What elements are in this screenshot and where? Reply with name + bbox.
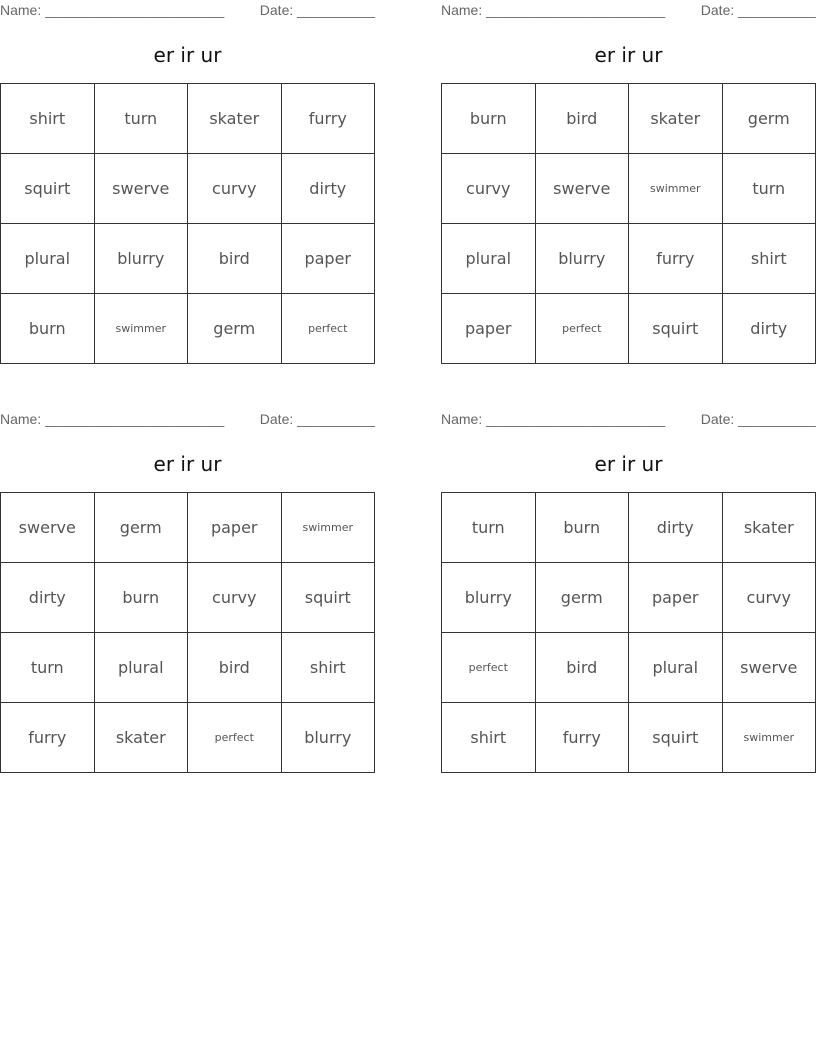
bingo-cell[interactable]: skater	[723, 493, 816, 563]
card-title: er ir ur	[153, 452, 222, 476]
bingo-cell[interactable]: squirt	[629, 294, 723, 364]
bingo-cell[interactable]: germ	[723, 84, 816, 154]
bingo-cell[interactable]: perfect	[536, 294, 630, 364]
bingo-cell[interactable]: squirt	[1, 154, 95, 224]
bingo-grid	[0, 492, 375, 773]
bingo-cell[interactable]: blurry	[442, 563, 536, 633]
name-field[interactable]: Name: _______________________	[0, 411, 225, 427]
bingo-cell[interactable]: turn	[442, 493, 536, 563]
bingo-cell[interactable]: blurry	[536, 224, 630, 294]
bingo-cell[interactable]: blurry	[95, 224, 189, 294]
bingo-grid	[0, 83, 375, 364]
bingo-cell[interactable]: dirty	[723, 294, 816, 364]
bingo-cell[interactable]: bird	[188, 633, 282, 703]
bingo-cell[interactable]: perfect	[442, 633, 536, 703]
bingo-cell[interactable]: squirt	[629, 703, 723, 773]
bingo-cell[interactable]: perfect	[188, 703, 282, 773]
bingo-cell[interactable]: furry	[629, 224, 723, 294]
name-date-line	[0, 2, 375, 20]
bingo-cell[interactable]: skater	[629, 84, 723, 154]
bingo-cell[interactable]: burn	[442, 84, 536, 154]
name-date-line	[0, 411, 375, 429]
bingo-cell[interactable]: skater	[95, 703, 189, 773]
bingo-card	[0, 409, 375, 774]
bingo-cell[interactable]: turn	[723, 154, 816, 224]
name-date-line	[441, 411, 816, 429]
bingo-cell[interactable]: swimmer	[629, 154, 723, 224]
name-field[interactable]: Name: _______________________	[441, 2, 666, 18]
card-title: er ir ur	[594, 43, 663, 67]
bingo-cell[interactable]: paper	[629, 563, 723, 633]
bingo-cell[interactable]: furry	[536, 703, 630, 773]
bingo-cell[interactable]: swerve	[95, 154, 189, 224]
date-field[interactable]: Date: __________	[700, 2, 816, 18]
bingo-cell[interactable]: swerve	[723, 633, 816, 703]
bingo-cell[interactable]: plural	[95, 633, 189, 703]
bingo-cell[interactable]: perfect	[282, 294, 376, 364]
bingo-cell[interactable]: shirt	[442, 703, 536, 773]
bingo-cell[interactable]: burn	[1, 294, 95, 364]
bingo-cell[interactable]: burn	[95, 563, 189, 633]
bingo-cell[interactable]: bird	[536, 84, 630, 154]
bingo-cell[interactable]: curvy	[723, 563, 816, 633]
bingo-cell[interactable]: curvy	[188, 563, 282, 633]
name-field[interactable]: Name: _______________________	[441, 411, 666, 427]
bingo-cell[interactable]: squirt	[282, 563, 376, 633]
bingo-cell[interactable]: plural	[629, 633, 723, 703]
name-field[interactable]: Name: _______________________	[0, 2, 225, 18]
bingo-grid	[441, 492, 816, 773]
bingo-cell[interactable]: paper	[442, 294, 536, 364]
bingo-card	[441, 0, 816, 365]
date-field[interactable]: Date: __________	[259, 2, 375, 18]
bingo-cell[interactable]: skater	[188, 84, 282, 154]
bingo-cell[interactable]: plural	[442, 224, 536, 294]
bingo-cell[interactable]: furry	[1, 703, 95, 773]
bingo-cell[interactable]: swimmer	[282, 493, 376, 563]
bingo-cell[interactable]: dirty	[1, 563, 95, 633]
bingo-cell[interactable]: turn	[95, 84, 189, 154]
card-title: er ir ur	[153, 43, 222, 67]
bingo-cell[interactable]: curvy	[188, 154, 282, 224]
bingo-cell[interactable]: swimmer	[95, 294, 189, 364]
bingo-cell[interactable]: shirt	[723, 224, 816, 294]
card-title: er ir ur	[594, 452, 663, 476]
bingo-card	[441, 409, 816, 774]
bingo-cell[interactable]: swimmer	[723, 703, 816, 773]
bingo-cell[interactable]: shirt	[1, 84, 95, 154]
bingo-grid	[441, 83, 816, 364]
bingo-cell[interactable]: furry	[282, 84, 376, 154]
bingo-cell[interactable]: germ	[95, 493, 189, 563]
bingo-cell[interactable]: bird	[536, 633, 630, 703]
bingo-cell[interactable]: blurry	[282, 703, 376, 773]
bingo-cell[interactable]: burn	[536, 493, 630, 563]
bingo-cell[interactable]: germ	[188, 294, 282, 364]
name-date-line	[441, 2, 816, 20]
bingo-cell[interactable]: dirty	[282, 154, 376, 224]
bingo-cell[interactable]: bird	[188, 224, 282, 294]
bingo-cell[interactable]: shirt	[282, 633, 376, 703]
date-field[interactable]: Date: __________	[700, 411, 816, 427]
bingo-cell[interactable]: curvy	[442, 154, 536, 224]
bingo-cell[interactable]: plural	[1, 224, 95, 294]
bingo-cell[interactable]: turn	[1, 633, 95, 703]
bingo-card	[0, 0, 375, 365]
bingo-cell[interactable]: swerve	[536, 154, 630, 224]
bingo-cell[interactable]: germ	[536, 563, 630, 633]
bingo-cell[interactable]: swerve	[1, 493, 95, 563]
bingo-cell[interactable]: dirty	[629, 493, 723, 563]
bingo-cell[interactable]: paper	[188, 493, 282, 563]
bingo-cell[interactable]: paper	[282, 224, 376, 294]
date-field[interactable]: Date: __________	[259, 411, 375, 427]
